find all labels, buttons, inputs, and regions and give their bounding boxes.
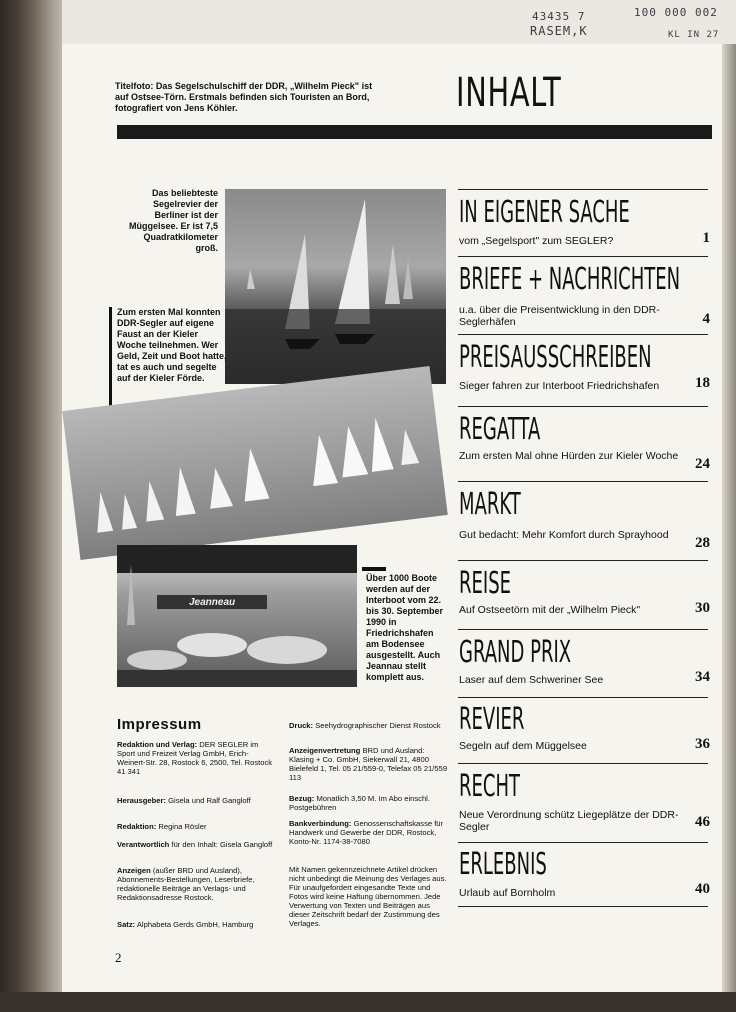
book-binding [0,0,62,1012]
toc-heading-briefe-nachrichten: BRIEFE + NACHRICHTEN [459,262,681,297]
page-title: INHALT [456,70,562,116]
impressum-text: Monatlich 3,50 M. Im Abo einschl. Postgebühren [289,794,430,812]
toc-heading-erlebnis: ERLEBNIS [459,847,547,882]
impressum-entry [117,796,277,805]
toc-page-number: 46 [695,814,710,830]
kiel-caption: Zum ersten Mal konnten DDR-Segler auf eigene Faust an der Kieler Woche teilnehmen. Wer Geld, Zeit und Boot hatte, tat es auch und segelte auf der Kieler Förde. [117,307,227,383]
toc-desc: vom „Segelsport" zum SEGLER? [459,235,614,247]
toc-rule [458,189,708,190]
impressum-entry [289,794,449,812]
toc-page-number: 30 [695,600,710,616]
stamp-line-2: RASEM,K [530,24,588,38]
toc-heading-preisausschreiben: PREISAUSSCHREIBEN [459,340,652,375]
toc-page-number: 1 [702,230,710,246]
impressum-entry [117,920,277,929]
toc-page-number: 36 [695,736,710,752]
impressum-label: Anzeigen [117,866,151,875]
toc-rule [458,334,708,335]
mueggelsee-caption: Das beliebteste Segelrevier der Berliner ist der Müggelsee. Er ist 7,5 Quadratkilometer groß. [128,188,218,253]
impressum-entry [117,822,277,831]
impressum-text: für den Inhalt: Gisela Gangloff [171,840,273,849]
hall-banner-text: Jeanneau [189,597,236,608]
toc-page-number: 34 [695,669,710,685]
impressum-title: Impressum [117,716,202,733]
impressum-entry [289,819,449,846]
toc-rule [458,906,708,907]
stamp-line-4: KL IN 27 [668,30,720,40]
interboot-caption-bar [362,567,386,571]
toc-rule [458,406,708,407]
interboot-hall-photo [117,545,357,687]
toc-page-number: 4 [702,311,710,327]
toc-page-number: 18 [695,375,710,391]
toc-page-number: 40 [695,881,710,897]
impressum-label: Anzeigenvertretung [289,746,361,755]
impressum-label: Verantwortlich [117,840,170,849]
impressum-text: DER SEGLER im Sport und Freizeit Verlag GmbH, Erich-Weinert-Str. 28, Rostock 6, 2500, Tel. Rostock 41 341 [117,740,273,776]
toc-rule [458,842,708,843]
impressum-label: Redaktion: [117,822,157,831]
impressum-entry [117,740,277,776]
toc-heading-regatta: REGATTA [459,412,541,447]
impressum-text: Seehydrographischer Dienst Rostock [315,721,441,730]
impressum-text: Genossenschaftskasse für Handwerk und Gewerbe der DDR, Rostock, Konto-Nr. 1174-38-7080 [289,819,444,846]
impressum-entry [117,840,277,849]
impressum-entry [117,866,277,902]
toc-desc: Auf Ostseetörn mit der „Wilhelm Pieck" [459,604,641,616]
impressum-label: Bankverbindung: [289,819,352,828]
toc-page-number: 28 [695,535,710,551]
impressum-label: Druck: [289,721,314,730]
page-edge-bottom [0,992,736,1012]
impressum-label: Bezug: [289,794,315,803]
mueggelsee-photo [225,189,446,384]
library-label-strip [62,0,736,44]
title-bar [117,125,712,139]
impressum-text: BRD und Ausland: Klasing + Co. GmbH, Siekerwall 21, 4800 Bielefeld 1, Tel. 05 21/559-0, Telefax 05 21/559 113 [289,746,448,782]
interboot-caption: Über 1000 Boote werden auf der Interboot vom 22. bis 30. September 1990 in Friedrichshafen am Bodensee ausgestellt. Auch Jeannau stellt komplett aus. [366,573,444,682]
impressum-entry [289,746,449,782]
toc-desc: Segeln auf dem Müggelsee [459,740,587,752]
toc-desc: Laser auf dem Schweriner See [459,674,604,686]
impressum-entry [289,721,449,730]
stamp-line-1: 43435 7 [532,10,586,23]
toc-rule [458,763,708,764]
toc-page-number: 24 [695,456,710,472]
page-number: 2 [115,950,122,965]
toc-desc: u.a. über die Preisentwicklung in den DDR-Seglerhäfen [459,304,660,328]
impressum-label: Redaktion und Verlag: [117,740,198,749]
toc-heading-revier: REVIER [459,702,525,737]
toc-desc: Zum ersten Mal ohne Hürden zur Kieler Woche [459,450,679,462]
toc-rule [458,560,708,561]
impressum-text: (außer BRD und Ausland), Abonnements-Bestellungen, Leserbriefe, redaktionelle Beiträge an Verlags- und Redaktionsadresse Rostock. [117,866,255,902]
toc-heading-recht: RECHT [459,769,520,804]
stamp-line-3: 100 000 002 [634,6,718,19]
impressum-label: Satz: [117,920,136,929]
impressum-text: Alphabeta Gerds GmbH, Hamburg [136,920,254,929]
impressum-text: Gisela und Ralf Gangloff [168,796,251,805]
impressum-entry [289,865,449,928]
impressum-text: Mit Namen gekennzeichnete Artikel drücken nicht unbedingt die Meinung des Verlages aus. Für unaufgefordert eingesandte Texte und Fotos wird keine Haftung übernommen. Jede Verwertung von Texten und Beiträgen aus dieser Zeitschrift bedarf der Zustimmung des Verlages. [289,865,447,928]
cover-photo-caption: Titelfoto: Das Segelschulschiff der DDR, „Wilhelm Pieck" ist auf Ostsee-Törn. Erstmals befinden sich Touristen an Bord, fotografiert von Jens Köhler. [115,81,373,113]
toc-desc: Urlaub auf Bornholm [459,887,556,899]
toc-heading-reise: REISE [459,566,511,601]
mueggelsee-photo-drawing [225,189,446,384]
impressum-text: Regina Rösler [158,822,207,831]
page-edge-right [722,44,736,992]
toc-rule [458,256,708,257]
toc-rule [458,697,708,698]
toc-rule [458,481,708,482]
interboot-hall-drawing [117,545,357,687]
toc-heading-markt: MARKT [459,487,521,522]
toc-heading-in-eigener-sache: IN EIGENER SACHE [459,195,630,230]
impressum-label: Herausgeber: [117,796,166,805]
toc-rule [458,629,708,630]
toc-desc: Gut bedacht: Mehr Komfort durch Sprayhood [459,529,669,541]
toc-heading-grand-prix: GRAND PRIX [459,635,572,670]
toc-desc: Sieger fahren zur Interboot Friedrichshafen [459,380,660,392]
toc-desc: Neue Verordnung schütz Liegeplätze der DDR-Segler [459,809,679,833]
